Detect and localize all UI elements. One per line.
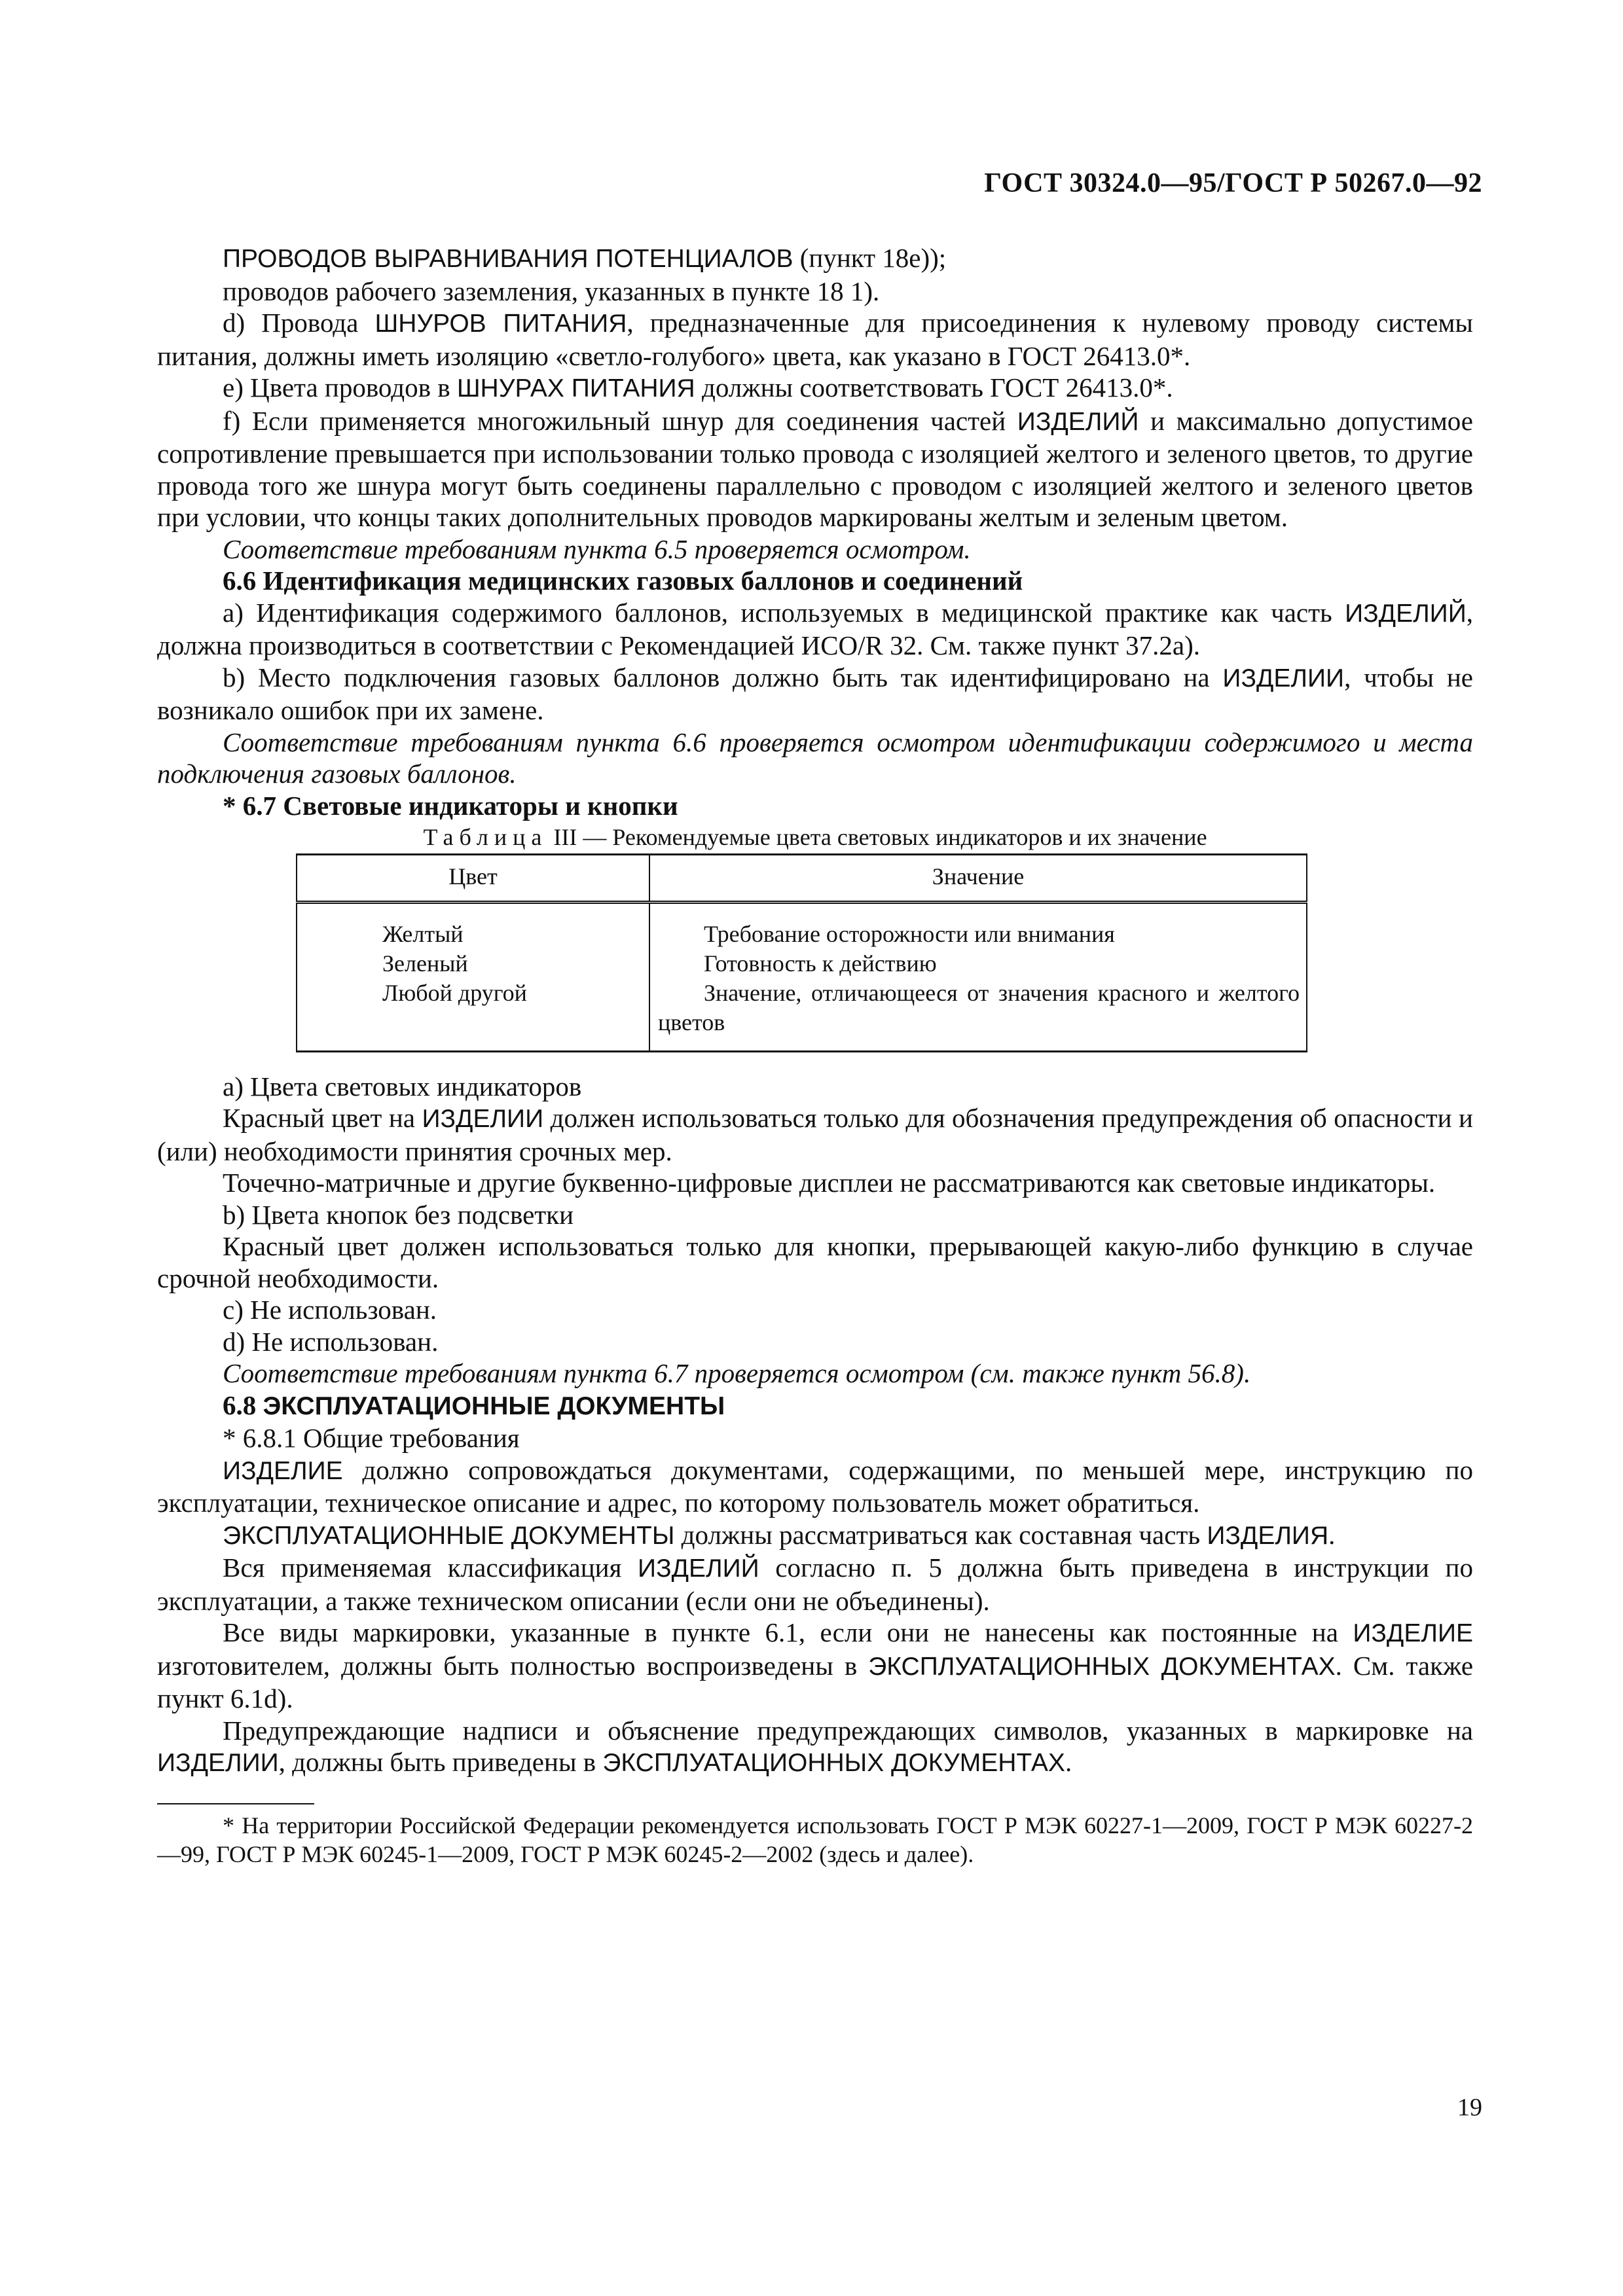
text: , чтобы не возникало ошибок при их замене. <box>157 662 1473 725</box>
page-body <box>157 242 1473 1869</box>
paragraph: а) Цвета световых индикаторов <box>223 1071 582 1102</box>
term-caps: ИЗДЕЛИЕ <box>223 1456 343 1485</box>
indicator-colors-table <box>296 853 1307 1052</box>
paragraph: Точечно-матричные и другие буквенно-цифровые дисплеи не рассматриваются как световые индикаторы. <box>223 1168 1436 1198</box>
section-number: 6.8 <box>223 1390 263 1420</box>
text: . См. также пункт 6.1d). <box>157 1650 1474 1713</box>
text: должны рассматриваться как составная часть <box>674 1519 1207 1550</box>
footnote-divider <box>157 1803 314 1804</box>
color-meaning: Значение, отличающееся от значения красного и желтого цветов <box>658 979 1300 1035</box>
term-caps: ШНУРОВ ПИТАНИЯ <box>374 310 627 338</box>
table-header-row <box>297 854 1307 902</box>
paragraph: Красный цвет должен использоваться только для кнопки, прерывающей какую-либо функцию в случае срочной необходимости. <box>157 1231 1473 1293</box>
table-caption <box>157 821 1473 853</box>
text: е) Цвета проводов в <box>223 372 457 403</box>
color-name: Зеленый <box>382 950 468 977</box>
compliance-note: Соответствие требованиям пункта 6.7 проверяется осмотром (см. также пункт 56.8). <box>223 1358 1251 1388</box>
term-caps: ИЗДЕЛИЙ <box>1345 599 1467 628</box>
compliance-note: Соответствие требованиям пункта 6.5 проверяется осмотром. <box>223 533 971 564</box>
paragraph <box>157 1715 1473 1780</box>
compliance-note: Соответствие требованиям пункта 6.6 проверяется осмотром идентификации содержимого и места подключения газовых баллонов. <box>157 726 1473 789</box>
term-caps: ИЗДЕЛИЙ <box>638 1554 759 1583</box>
text: , предназначенные для присоединения к нулевому проводу системы питания, должны иметь изоляцию «светло-голубого» цвета, как указано в ГОСТ 26413.0*. <box>157 308 1473 371</box>
paragraph <box>157 1454 1473 1519</box>
section-heading: 6.6 Идентификация медицинских газовых баллонов и соединений <box>223 565 1023 596</box>
text: . <box>1328 1519 1336 1550</box>
paragraph <box>157 1519 1473 1552</box>
paragraph <box>157 307 1473 372</box>
text: Вся применяемая классификация <box>223 1552 638 1583</box>
term-caps: ПРОВОДОВ ВЫРАВНИВАНИЯ ПОТЕНЦИАЛОВ <box>223 245 793 273</box>
text: , должны быть приведены в <box>278 1747 603 1777</box>
color-name: Желтый <box>382 920 464 947</box>
table-row <box>297 902 1307 1051</box>
text: и максимально допустимое сопротивление превышается при использовании только провода с изоляцией желтого и зеленого цветов, то другие провода того же шнура могут быть соединены параллельно с проводом с изоляцией желтого и зеленого цветов при условии, что концы таких дополнительных проводов маркированы желтым и зеленым цветом. <box>157 405 1473 532</box>
text: согласно п. 5 должна быть приведена в инструкции по эксплуатации, а также техническом описании (если они не объединены). <box>157 1552 1473 1616</box>
section-heading <box>157 1390 1473 1423</box>
table-cell-colors <box>297 902 649 1051</box>
term-caps: ИЗДЕЛИЯ <box>1207 1521 1329 1550</box>
text: изготовителем, должны быть полностью воспроизведены в <box>157 1650 869 1681</box>
page-number: 19 <box>1457 2094 1482 2121</box>
text: Красный цвет на <box>223 1103 422 1133</box>
paragraph <box>157 597 1473 662</box>
color-meaning: Требование осторожности или внимания <box>704 920 1115 947</box>
page-header: ГОСТ 30324.0—95/ГОСТ Р 50267.0—92 <box>984 168 1482 198</box>
text: должны соответствовать ГОСТ 26413.0*. <box>695 372 1173 403</box>
text: а) Идентификация содержимого баллонов, используемых в медицинской практике как часть <box>223 597 1345 628</box>
term-caps: ИЗДЕЛИИ <box>157 1749 279 1777</box>
table-header-color: Цвет <box>297 854 649 902</box>
paragraph: с) Не использован. <box>223 1295 437 1325</box>
subsection-heading: * 6.8.1 Общие требования <box>223 1423 520 1453</box>
text: . <box>1065 1747 1072 1777</box>
text: должен использоваться только для обозначения предупреждения об опасности и (или) необходимости принятия срочных мер. <box>157 1103 1473 1166</box>
table-header-meaning: Значение <box>649 854 1307 902</box>
term-caps: ИЗДЕЛИИ <box>1222 664 1345 692</box>
paragraph <box>157 405 1473 533</box>
text: f) Если применяется многожильный шнур для соединения частей <box>223 405 1017 436</box>
term-caps: ЭКСПЛУАТАЦИОННЫХ ДОКУМЕНТАХ <box>868 1652 1336 1681</box>
paragraph <box>157 372 1473 405</box>
paragraph: d) Не использован. <box>223 1326 439 1357</box>
text: d) Провода <box>223 308 375 338</box>
table-caption-text: III — Рекомендуемые цвета световых индикаторов и их значение <box>547 824 1207 850</box>
paragraph <box>157 1552 1473 1617</box>
paragraph <box>157 662 1473 726</box>
paragraph <box>157 1102 1473 1167</box>
paragraph: b) Цвета кнопок без подсветки <box>223 1199 574 1230</box>
term-caps: ИЗДЕЛИЕ <box>1353 1619 1473 1647</box>
term-caps: ИЗДЕЛИЙ <box>1017 407 1139 436</box>
text: b) Место подключения газовых баллонов должно быть так идентифицировано на <box>223 662 1223 692</box>
paragraph <box>157 242 1473 276</box>
section-heading: * 6.7 Световые индикаторы и кнопки <box>223 790 678 821</box>
color-name: Любой другой <box>382 979 527 1006</box>
paragraph: проводов рабочего заземления, указанных в пункте 18 1). <box>223 276 880 306</box>
table-cell-meanings <box>649 902 1307 1051</box>
table-caption-label: Таблица <box>423 824 548 850</box>
term-caps: ЭКСПЛУАТАЦИОННЫХ ДОКУМЕНТАХ <box>602 1749 1065 1777</box>
text: должно сопровождаться документами, содержащими, по меньшей мере, инструкцию по эксплуатации, техническое описание и адрес, по которому пользователь может обратиться. <box>157 1454 1473 1518</box>
term-caps: ШНУРАХ ПИТАНИЯ <box>456 374 695 403</box>
text: Предупреждающие надписи и объяснение предупреждающих символов, указанных в маркировке на <box>223 1715 1473 1746</box>
text: (пункт 18е)); <box>793 243 947 273</box>
term-caps: ИЗДЕЛИИ <box>422 1105 544 1133</box>
paragraph <box>157 1617 1473 1715</box>
term-caps: ЭКСПЛУАТАЦИОННЫЕ ДОКУМЕНТЫ <box>263 1391 725 1420</box>
text: , должна производиться в соответствии с Рекомендацией ИСО/R 32. См. также пункт 37.2а). <box>157 597 1473 660</box>
text: Все виды маркировки, указанные в пункте 6.1, если они не нанесены как постоянные на <box>223 1617 1353 1647</box>
color-meaning: Готовность к действию <box>704 950 937 977</box>
term-caps: ЭКСПЛУАТАЦИОННЫЕ ДОКУМЕНТЫ <box>223 1521 675 1550</box>
footnote: * На территории Российской Федерации рекомендуется использовать ГОСТ Р МЭК 60227-1—2009, ГОСТ Р МЭК 60227-2—99, ГОСТ Р МЭК 60245-1—2009, ГОСТ Р МЭК 60245-2—2002 (здесь и далее). <box>157 1812 1473 1867</box>
